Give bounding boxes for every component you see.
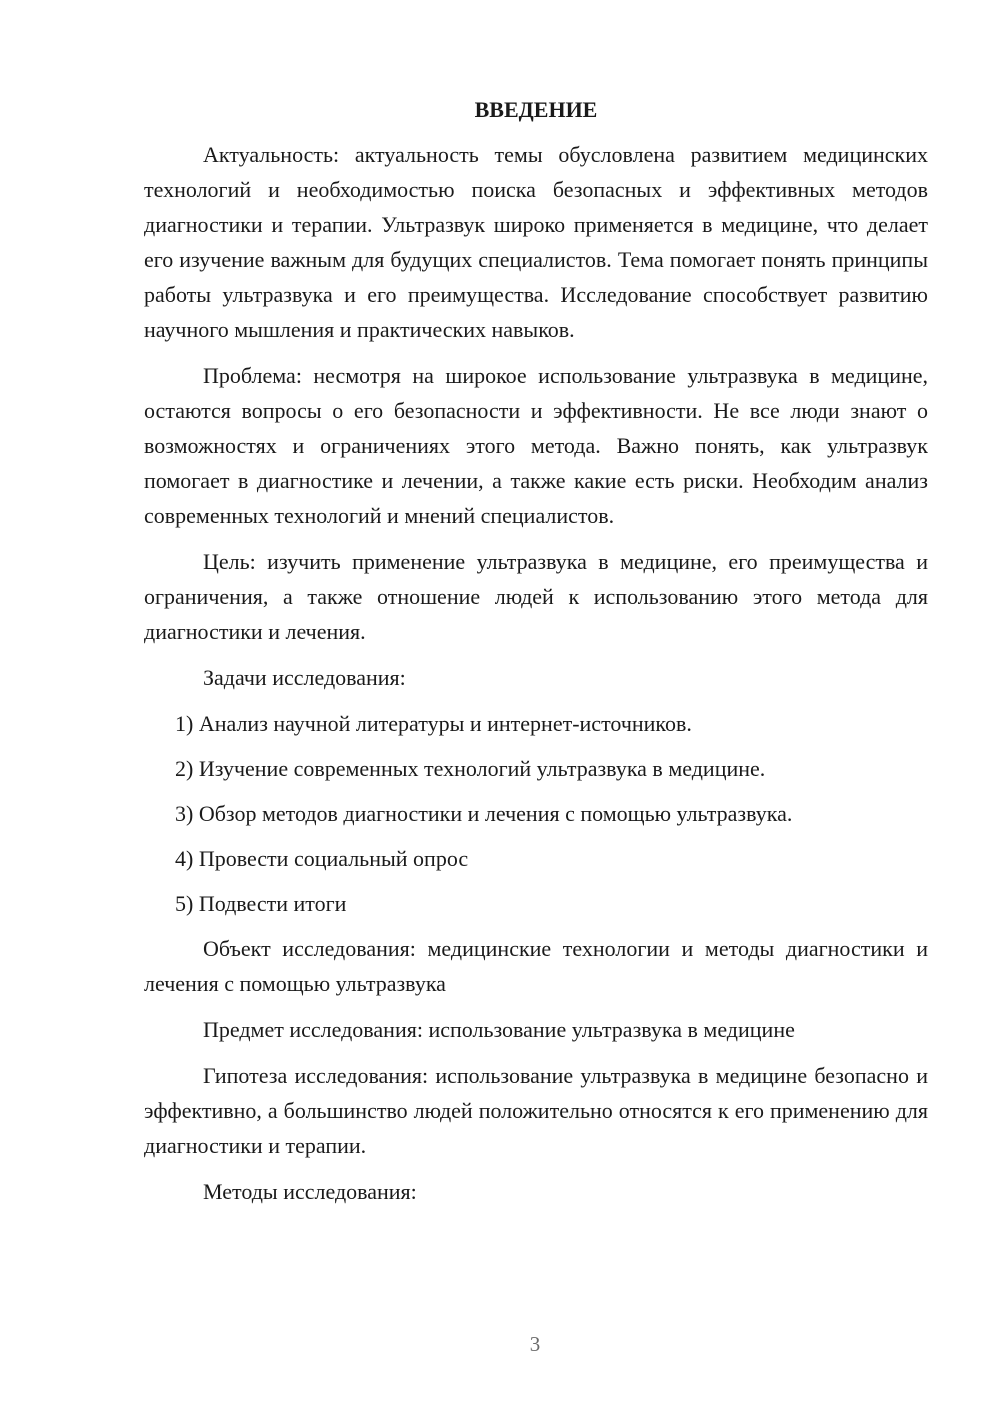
tasks-heading: Задачи исследования: [203, 665, 406, 690]
tasks-list [144, 706, 928, 921]
list-item: 3) Обзор методов диагностики и лечения с помощью ультразвука. [175, 801, 793, 826]
paragraph-hypothesis: Гипотеза исследования: использование ультразвука в медицине безопасно и эффективно, а большинство людей положительно относятся к его применению для диагностики и терапии. [144, 1063, 928, 1158]
page-title: ВВЕДЕНИЕ [474, 97, 598, 122]
paragraph-object: Объект исследования: медицинские технологии и методы диагностики и лечения с помощью ультразвука [144, 936, 928, 996]
paragraph-relevance: Актуальность: актуальность темы обусловлена развитием медицинских технологий и необходимостью поиска безопасных и эффективных методов диагностики и терапии. Ультразвук широко применяется в медицине, что делает его изучение важным для будущих специалистов. Тема помогает понять принципы работы ультразвука и его преимущества. Исследование способствует развитию научного мышления и практических навыков. [144, 142, 928, 342]
document-page [144, 92, 928, 1220]
list-item: 5) Подвести итоги [175, 891, 347, 916]
paragraph-problem: Проблема: несмотря на широкое использование ультразвука в медицине, остаются вопросы о его безопасности и эффективности. Не все люди знают о возможностях и ограничениях этого метода. Важно понять, как ультразвук помогает в диагностике и лечении, а также какие есть риски. Необходим анализ современных технологий и мнений специалистов. [144, 363, 928, 528]
paragraph-subject: Предмет исследования: использование ультразвука в медицине [203, 1017, 795, 1042]
list-item: 4) Провести социальный опрос [175, 846, 469, 871]
methods-heading: Методы исследования: [203, 1179, 417, 1204]
paragraph-goal: Цель: изучить применение ультразвука в медицине, его преимущества и ограничения, а также отношение людей к использованию этого метода для диагностики и лечения. [144, 549, 928, 644]
list-item: 1) Анализ научной литературы и интернет-источников. [175, 711, 692, 736]
list-item: 2) Изучение современных технологий ультразвука в медицине. [175, 756, 766, 781]
page-number: 3 [529, 1332, 541, 1356]
